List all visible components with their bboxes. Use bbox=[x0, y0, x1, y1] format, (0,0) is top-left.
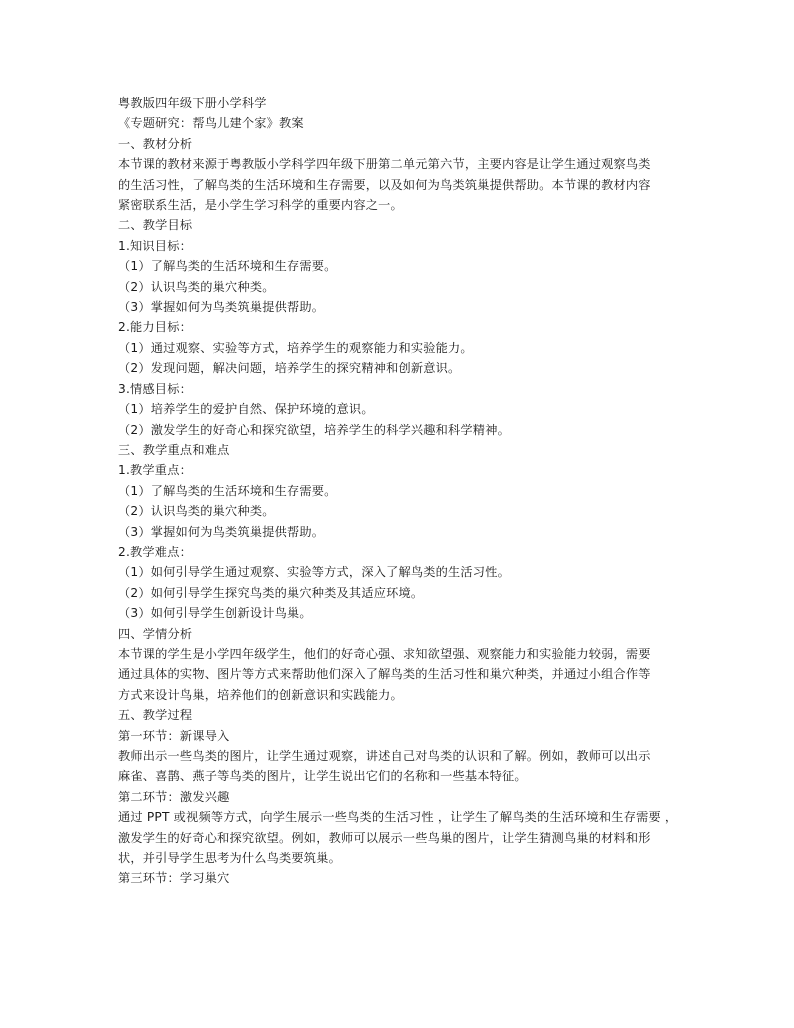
paragraph-line: 的生活习性，了解鸟类的生活环境和生存需要，以及如何为鸟类筑巢提供帮助。本节课的教材内容 bbox=[118, 177, 651, 192]
list-item: （2）激发学生的好奇心和探究欲望，培养学生的科学兴趣和科学精神。 bbox=[118, 422, 510, 437]
list-item: （3）掌握如何为鸟类筑巢提供帮助。 bbox=[118, 300, 325, 315]
subsection-heading: 1.教学重点： bbox=[118, 463, 192, 478]
list-item: （3）掌握如何为鸟类筑巢提供帮助。 bbox=[118, 524, 325, 539]
list-item: （1）了解鸟类的生活环境和生存需要。 bbox=[118, 483, 337, 498]
paragraph-line: 激发学生的好奇心和探究欲望。例如，教师可以展示一些鸟巢的图片，让学生猜测鸟巢的材料和形 bbox=[118, 830, 651, 845]
subsection-heading: 1.知识目标： bbox=[118, 238, 192, 253]
list-item: （1）通过观察、实验等方式，培养学生的观察能力和实验能力。 bbox=[118, 340, 473, 355]
list-item: （1）了解鸟类的生活环境和生存需要。 bbox=[118, 259, 337, 274]
list-item: （1）培养学生的爱护自然、保护环境的意识。 bbox=[118, 402, 374, 417]
subsection-heading: 第二环节：激发兴趣 bbox=[118, 789, 230, 804]
list-item: （2）发现问题，解决问题，培养学生的探究精神和创新意识。 bbox=[118, 361, 461, 376]
section-heading: 五、教学过程 bbox=[118, 708, 193, 723]
list-item: （2）如何引导学生探究鸟类的巢穴种类及其适应环境。 bbox=[118, 585, 424, 600]
section-heading: 四、学情分析 bbox=[118, 626, 193, 641]
list-item: （1）如何引导学生通过观察、实验等方式，深入了解鸟类的生活习性。 bbox=[118, 565, 510, 580]
subsection-heading: 2.教学难点： bbox=[118, 544, 192, 559]
section-heading: 一、教材分析 bbox=[118, 136, 193, 151]
document-page bbox=[118, 93, 690, 889]
paragraph-line: 通过 PPT 或视频等方式，向学生展示一些鸟类的生活习性 ，让学生了解鸟类的生活环境和生存需要 ， bbox=[118, 810, 678, 825]
section-heading: 三、教学重点和难点 bbox=[118, 442, 230, 457]
doc-subtitle: 粤教版四年级下册小学科学 bbox=[118, 96, 267, 110]
list-item: （3）如何引导学生创新设计鸟巢。 bbox=[118, 606, 312, 621]
paragraph-line: 紧密联系生活，是小学生学习科学的重要内容之一。 bbox=[118, 198, 403, 213]
subsection-heading: 第一环节：新课导入 bbox=[118, 728, 230, 743]
paragraph-line: 通过具体的实物、图片等方式来帮助他们深入了解鸟类的生活习性和巢穴种类，并通过小组合作等 bbox=[118, 667, 651, 682]
paragraph-line: 本节课的教材来源于粤教版小学科学四年级下册第二单元第六节，主要内容是让学生通过观察鸟类 bbox=[118, 157, 651, 172]
subsection-heading: 2.能力目标： bbox=[118, 320, 192, 335]
list-item: （2）认识鸟类的巢穴种类。 bbox=[118, 279, 275, 294]
doc-title: 《专题研究：帮鸟儿建个家》教案 bbox=[118, 116, 304, 131]
paragraph-line: 麻雀、喜鹊、燕子等鸟类的图片，让学生说出它们的名称和一些基本特征。 bbox=[118, 769, 527, 784]
paragraph-line: 状，并引导学生思考为什么鸟类要筑巢。 bbox=[118, 851, 341, 866]
paragraph-line: 方式来设计鸟巢，培养他们的创新意识和实践能力。 bbox=[118, 687, 403, 702]
list-item: （2）认识鸟类的巢穴种类。 bbox=[118, 504, 275, 519]
paragraph-line: 教师出示一些鸟类的图片，让学生通过观察，讲述自己对鸟类的认识和了解。例如，教师可以出示 bbox=[118, 749, 651, 763]
paragraph-line: 本节课的学生是小学四年级学生，他们的好奇心强、求知欲望强、观察能力和实验能力较弱，需要 bbox=[118, 646, 651, 661]
subsection-heading: 第三环节：学习巢穴 bbox=[118, 871, 230, 886]
subsection-heading: 3.情感目标： bbox=[118, 381, 192, 396]
section-heading: 二、教学目标 bbox=[118, 218, 193, 233]
